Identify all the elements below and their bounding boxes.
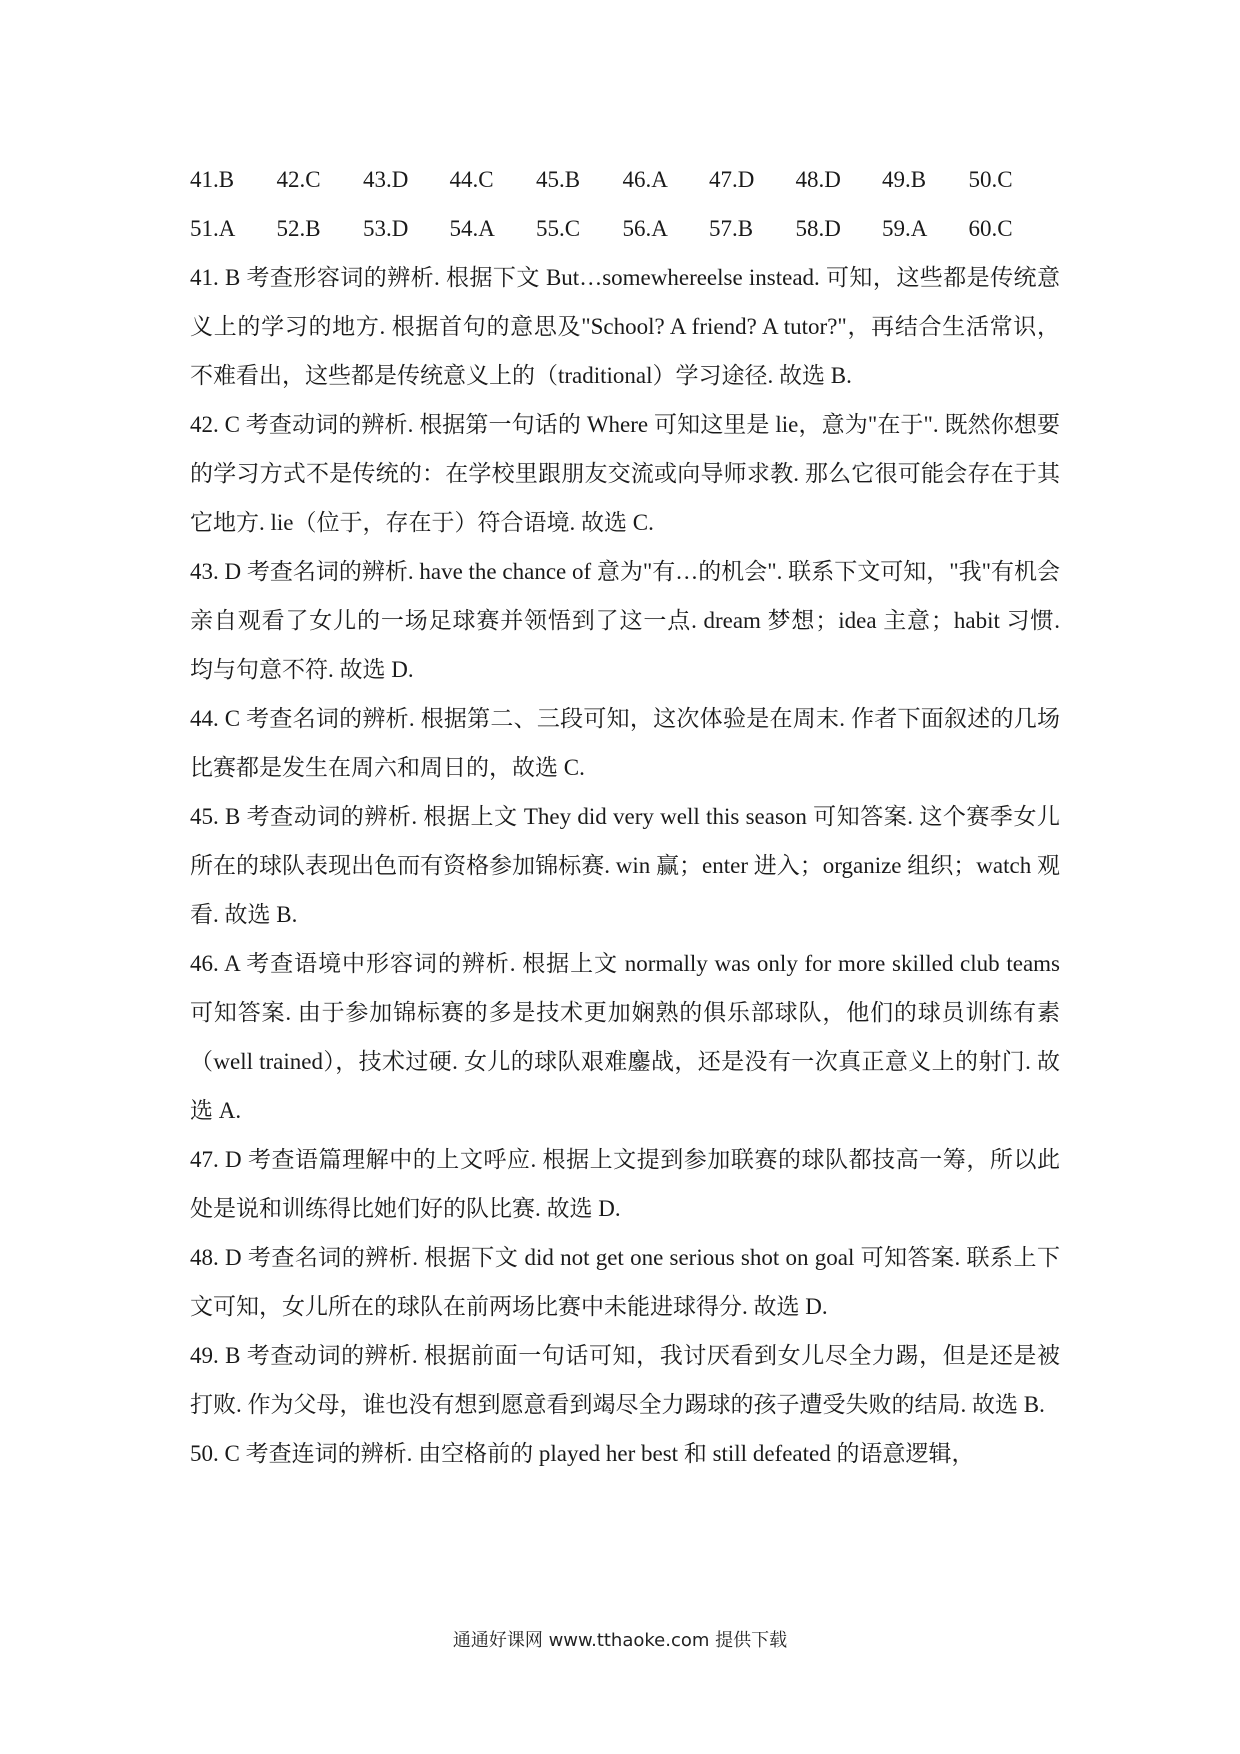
explanation-42: 42. C 考查动词的辨析. 根据第一句话的 Where 可知这里是 lie，意为"在于". 既然你想要的学习方式不是传统的：在学校里跟朋友交流或向导师求教. 那么它很可能会存在于其它地方. lie（位于，存在于）符合语境. 故选 C. [190,412,1060,535]
explanation-47: 47. D 考查语篇理解中的上文呼应. 根据上文提到参加联赛的球队都技高一筹，所以此处是说和训练得比她们好的队比赛. 故选 D. [190,1147,1060,1221]
answer-58: 58.D [795,215,841,241]
explanation-46: 46. A 考查语境中形容词的辨析. 根据上文 normally was only for more skilled club teams 可知答案. 由于参加锦标赛的多是技术更加娴熟的俱乐部球队，他们的球员训练有素（well trained），技术过硬. 女儿的球队艰难鏖战，还是没有一次真正意义上的射门. 故选 A. [190,951,1060,1123]
answer-53: 53.D [363,215,409,241]
answer-44: 44.C [449,166,494,192]
answer-55: 55.C [536,215,581,241]
answer-52: 52.B [276,215,321,241]
explanation-48: 48. D 考查名词的辨析. 根据下文 did not get one serious shot on goal 可知答案. 联系上下文可知，女儿所在的球队在前两场比赛中未能进球得分. 故选 D. [190,1245,1060,1319]
answer-59: 59.A [882,215,928,241]
explanation-45: 45. B 考查动词的辨析. 根据上文 They did very well this season 可知答案. 这个赛季女儿所在的球队表现出色而有资格参加锦标赛. win 赢；enter 进入；organize 组织；watch 观看. 故选 B. [190,804,1060,927]
answer-50: 50.C [968,166,1013,192]
answer-key-row-2 [190,204,1060,253]
answer-46: 46.A [622,166,668,192]
page-footer: 通通好课网 www.tthaoke.com 提供下载 [452,1630,788,1651]
answer-49: 49.B [882,166,927,192]
answer-48: 48.D [795,166,841,192]
answer-43: 43.D [363,166,409,192]
answer-45: 45.B [536,166,581,192]
answer-41: 41.B [190,166,235,192]
answer-57: 57.B [709,215,754,241]
explanation-43: 43. D 考查名词的辨析. have the chance of 意为"有…的机会". 联系下文可知，"我"有机会亲自观看了女儿的一场足球赛并领悟到了这一点. dream 梦想；idea 主意；habit 习惯. 均与句意不符. 故选 D. [190,559,1060,682]
document-page [190,155,1060,1478]
answer-key-row-1 [190,155,1060,204]
answer-51: 51.A [190,215,236,241]
explanations [190,253,1060,1478]
answer-42: 42.C [276,166,321,192]
answer-54: 54.A [449,215,495,241]
explanation-41: 41. B 考查形容词的辨析. 根据下文 But…somewhereelse instead. 可知，这些都是传统意义上的学习的地方. 根据首句的意思及"School? A friend? A tutor?"，再结合生活常识，不难看出，这些都是传统意义上的（traditional）学习途径. 故选 B. [190,265,1060,388]
answer-56: 56.A [622,215,668,241]
answer-60: 60.C [968,215,1013,241]
explanation-49: 49. B 考查动词的辨析. 根据前面一句话可知，我讨厌看到女儿尽全力踢，但是还是被打败. 作为父母，谁也没有想到愿意看到竭尽全力踢球的孩子遭受失败的结局. 故选 B. [190,1343,1060,1417]
explanation-44: 44. C 考查名词的辨析. 根据第二、三段可知，这次体验是在周末. 作者下面叙述的几场比赛都是发生在周六和周日的，故选 C. [190,706,1060,780]
explanation-50: 50. C 考查连词的辨析. 由空格前的 played her best 和 still defeated 的语意逻辑， [190,1441,975,1466]
answer-47: 47.D [709,166,755,192]
